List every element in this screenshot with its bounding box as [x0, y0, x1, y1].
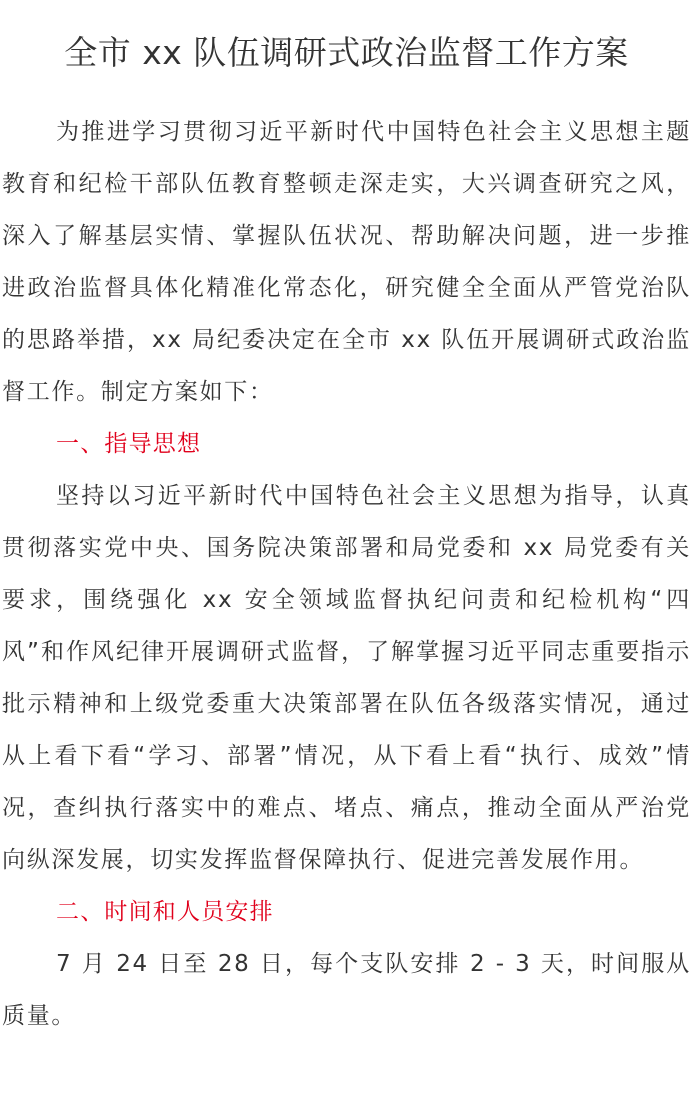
section-paragraph-guiding-ideology: 坚持以习近平新时代中国特色社会主义思想为指导，认真贯彻落实党中央、国务院决策部署和局党委和 xx 局党委有关要求，围绕强化 xx 安全领域监督执纪问责和纪检机构“四风”和作风纪律开展调研式监督，了解掌握习近平同志重要指示批示精神和上级党委重大决策部署在队伍各级落实情况，通过从上看下看“学习、部署”情况，从下看上看“执行、成效”情况，查纠执行落实中的难点、堵点、痛点，推动全面从严治党向纵深发展，切实发挥监督保障执行、促进完善发展作用。: [2, 483, 691, 873]
section-heading-guiding-ideology: 一、指导思想: [56, 431, 202, 457]
section-paragraph-schedule-staffing: 7 月 24 日至 28 日，每个支队安排 2 - 3 天，时间服从质量。: [2, 951, 691, 1029]
intro-paragraph: 为推进学习贯彻习近平新时代中国特色社会主义思想主题教育和纪检干部队伍教育整顿走深走实，大兴调查研究之风，深入了解基层实情、掌握队伍状况、帮助解决问题，进一步推进政治监督具体化精准化常态化，研究健全全面从严管党治队的思路举措，xx 局纪委决定在全市 xx 队伍开展调研式政治监督工作。制定方案如下：: [2, 119, 691, 405]
document-body: [0, 106, 693, 1042]
section-heading-schedule-staffing: 二、时间和人员安排: [56, 899, 274, 925]
document-title: 全市 xx 队伍调研式政治监督工作方案: [64, 33, 629, 72]
